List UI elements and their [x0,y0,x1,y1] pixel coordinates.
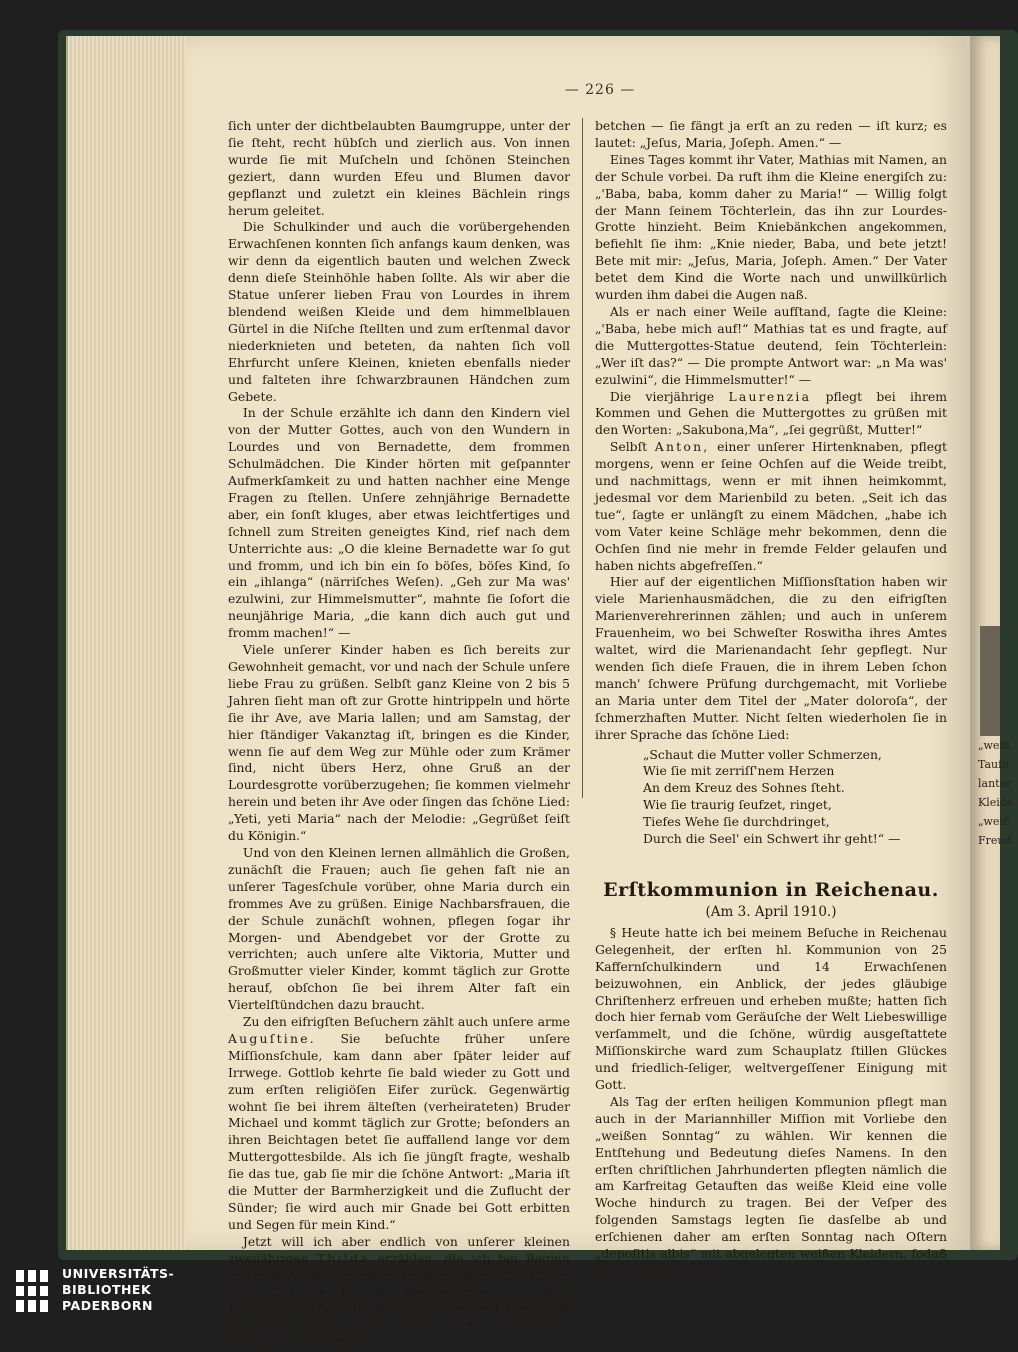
paragraph: In der Schule erzählte ich dann den Kindern viel von der Mutter Gottes, auch von den Wundern in Lourdes und von Bernadette, dem frommen Schulmädchen. Die Kinder hörten mit geſpannter Aufmerkſamkeit zu und hatten nachher eine Menge Fragen zu ſtellen. Unſere zehnjährige Bernadette aber, ein ſonſt kluges, aber etwas leichtfertiges und ſchnell zum Streiten geneigtes Kind, rief nach dem Unterrichte aus: „O die kleine Bernadette war ſo gut und fromm, und ich bin ein ſo böſes, böſes Kind, ſo ein „ihlanga“ (närriſches Weſen). „Geh zur Ma was' ezulwini, zur Himmelsmutter“, mahnte ſie ſofort die neunjährige Maria, „die kann dich auch gut und fromm machen!“ — [228,405,570,641]
library-logo [14,1266,334,1318]
spaced-name: Auguſtine. [228,1030,316,1046]
paragraph: betchen — ſie fängt ja erſt an zu reden — iſt kurz; es lautet: „Jeſus, Maria, Joſeph. Amen.“ — [595,118,947,150]
page-number: — 226 — [564,82,636,98]
paragraph: Als Tag der erſten heiligen Kommunion pflegt man auch in der Mariannhiller Miſſion mit Vorliebe den „weißen Sonntag“ zu wählen. Wir kennen die Entſtehung und Bedeutung dieſes Namens. In den erſten chriſtlichen Jahrhunderten pflegten nämlich die am Karfreitag Getauften das weiße Kleid eine volle Woche hindurch zu tragen. Bei der Veſper des folgenden Samstags legten ſie dasſelbe ab und erſchienen daher am erſten Sonntag nach Oſtern „depoſitis albis“ mit abgelegten weißen Kleidern, ſodaß jenem Tag der Name [595,1093,947,1278]
article-title: Erſtkommunion in Reichenau. [603,878,939,901]
logo-line: BIBLIOTHEK [62,1282,152,1297]
poem-line: Wie ſie mit zerriſſ'nem Herzen [643,763,835,779]
next-page-text-fragment: Taufe [978,758,1009,771]
next-page-photo-fragment [980,626,1000,736]
paragraph: Die Schulkinder und auch die vorübergehenden Erwachſenen konnten ſich anfangs kaum denken, was wir denn da eigentlich bauten und welchen Zweck denn dieſe Steinhöhle haben ſollte. Als wir aber die Statue unſerer lieben Frau von Lourdes in ihrem blendend weißen Kleide und dem himmelblauen Gürtel in die Niſche ſtellten und zum erſtenmal davor niederknieten und beteten, da nahten ſich voll Ehrfurcht unſere Kleinen, knieten ebenfalls nieder und falteten ihre ſchwarzbraunen Händchen zum Gebete. [228,219,570,404]
next-page-text-fragment: Kleide [978,796,1014,809]
text-run: pflegt bei ihrem Kommen und Gehen die Muttergottes zu grüßen mit den Worten: „Sakubona,Ma“, „ſei gegrüßt, Mutter!“ [595,388,947,438]
paragraph [595,389,947,440]
poem-line: Tiefes Wehe ſie durchdringet, [643,814,830,830]
paragraph [595,439,947,574]
spaced-name: Anton, [654,439,710,455]
left-column [228,118,570,1352]
paragraph: ſich unter der dichtbelaubten Baumgruppe, unter der ſie ſteht, recht hübſch und zierlich aus. Von innen wurde ſie mit Muſcheln und ſchönen Steinchen geziert, dann wurden Efeu und Blumen davor gepflanzt und zuletzt ein kleines Bächlein rings herum geleitet. [228,118,570,218]
next-page-text-fragment: Freud [978,834,1012,847]
paragraph: Hier auf der eigentlichen Miſſionsſtation haben wir viele Marienhausmädchen, die zu den eifrigſten Marienverehrerinnen zählen; und auch in unſerem Frauenheim, wo bei Schweſter Roswitha ihres Amtes waltet, wird die Marienandacht ſehr gepflegt. Nur wenden ſich dieſe Frauen, die in ihrem Leben ſchon manch' ſchwere Prüfung durchgemacht, mit Vorliebe an Maria unter dem Titel der „Mater doloroſa“, der ſchmerzhaften Mutter. Nicht ſelten wiederholen ſie in ihrer Sprache das ſchöne Lied: [595,574,947,742]
text-run: einer unſerer Hirtenknaben, pflegt morgens, wenn er ſeine Ochſen auf die Weide treibt, und nachmittags, wenn er mit ihnen heimkommt, jedesmal vor dem Marienbild zu beten. „Seit ich das tue“, ſagte er unlängſt zu einem Mädchen, „habe ich vom Vater keine Schläge mehr bekommen, denn die Ochſen ſind nie mehr in fremde Felder gelaufen und haben nichts abgefreſſen.“ [595,439,947,573]
paragraph [228,1014,570,1234]
paragraph: § Heute hatte ich bei meinem Beſuche in Reichenau Gelegenheit, der erſten hl. Kommunion von 25 Kaffernſchulkindern und 14 Erwachſenen beizuwohnen, ein Anblick, der jedes gläubige Chriſtenherz erfreuen und erheben mußte; hatten ſich doch hier fernab vom Geräuſche der Welt Liebeswillige verſammelt, und die ſchöne, würdig ausgeſtattete Miſſionskirche ward zum Schauplatz ſtillen Glückes und friedlich-ſeliger, weltvergeſſener Einigung mit Gott. [595,924,947,1093]
text-run: Selbſt [609,439,648,455]
poem [643,747,947,848]
paragraph: Viele unſerer Kinder haben es ſich bereits zur Gewohnheit gemacht, vor und nach der Schule unſere liebe Frau zu grüßen. Selbſt ganz Kleine von 2 bis 5 Jahren ſieht man oft zur Grotte hintrippeln und hörte ſie ihr Ave, ave Maria lallen; und am Samstag, der hier ſtändiger Vakanztag iſt, bringen es die Kinder, wenn ſie auf dem Weg zur Mühle oder zum Krämer ſind, nicht übers Herz, ohne Gruß an der Lourdesgrotte vorüberzugehen; ſie kommen vielmehr herein und beten ihr Ave oder ſingen das ſchöne Lied: „Yeti, yeti Maria“ nach der Melodie: „Gegrüßet ſeiſt du Königin.“ [228,642,570,844]
next-page-edge [970,36,1014,1250]
spaced-name: Laurenzia [728,388,812,404]
text-run: Jetzt will ich aber endlich von unſerer kleinen zweijährigen [228,1233,570,1266]
next-page-text-fragment: „weiß [978,739,1011,752]
poem-line: An dem Kreuz des Sohnes ſteht. [643,780,845,796]
logo-line: PADERBORN [62,1298,153,1313]
paragraph: Eines Tages kommt ihr Vater, Mathias mit Namen, an der Schule vorbei. Da ruft ihm die Kleine energiſch zu: „'Baba, baba, komm daher zu Maria!“ — Willig folgt der Mann ſeinem Töchterlein, das ihn zur Lourdes-Grotte hinzieht. Beim Kniebänkchen angekommen, befiehlt ſie ihm: „Knie nieder, Baba, und bete jetzt! Bete mit mir: „Jeſus, Maria, Joſeph. Amen.“ Der Vater betet dem Kind die Worte nach und unwillkürlich wurden ihm dabei die Augen naß. [595,151,947,303]
library-logo-text [62,1266,174,1314]
paragraph: Als er nach einer Weile aufſtand, ſagte die Kleine: „'Baba, hebe mich auf!“ Mathias tat es und fragte, auf die Muttergottes-Statue deutend, ſein Töchterlein: „Wer iſt das?“ — Die prompte Antwort war: „n Ma was' ezulwini“, die Himmelsmutter!“ — [595,303,947,387]
text-run: Zu den eifrigſten Beſuchern zählt auch unſere arme [242,1014,570,1030]
spaced-name: Thilda [316,1250,370,1266]
right-column [595,118,947,1280]
next-page-text-fragment: lanter [978,777,1012,790]
next-page-text-fragment: „weiß [978,815,1011,828]
poem-line: Durch die Seel' ein Schwert ihr geht!“ — [643,831,901,847]
column-rule [582,118,583,798]
poem-line: „Schaut die Mutter voller Schmerzen, [643,746,882,762]
text-run: Sie beſuchte früher unſere Miſſionsſchule, kam dann aber ſpäter leider auf Irrwege. Gottlob kehrte ſie bald wieder zu Gott und zum erſten religiöſen Eifer zurück. Gegenwärtig wohnt ſie bei ihrem älteſten (verheirateten) Bruder Michael und kommt täglich zur Grotte; beſonders an ihren Beichtagen betet ſie auffallend lange vor dem Muttergottesbilde. Als ich ſie jüngſt fragte, weshalb ſie das tue, gab ſie mir die ſchöne Antwort: „Maria iſt die Mutter der Barmherzigkeit und die Zuflucht der Sünder; ſie wird auch mir Gnade bei Gott erbitten und Segen für mein Kind.“ [228,1030,570,1232]
library-logo-icon [14,1268,52,1314]
text-run: Die vierjährige [609,388,715,404]
paragraph: Und von den Kleinen lernen allmählich die Großen, zunächſt die Frauen; auch ſie gehen faſt nie an unſerer Tagesſchule vorüber, ohne Maria durch ein frommes Ave zu grüßen. Einige Nachbarsfrauen, die der Schule zunächſt wohnen, pflegen ſogar ihr Morgen- und Abendgebet vor der Grotte zu verrichten; auch unſere alte Viktoria, Mutter und Großmutter vieler Kinder, kommt täglich zur Grotte herauf, obſchon ſie bei ihrem Alter faſt ein Viertelſtündchen dazu braucht. [228,844,570,1013]
text-run: erzählen, die ich bei Beginn dieſes Berichtes eigentlich im Sinne hatte. Die Kleine weilt Tag für Tag im Kindergarten; als kluge Beobachterin ſieht ſie die Schweſtern und Kinder oft vor der Grotte knieen und macht dies daher getreulich nach. Ihr Ge- [228,1250,570,1351]
article-subtitle: (Am 3. April 1910.) [705,903,837,920]
page-edges [66,36,192,1250]
logo-line: UNIVERSITÄTS- [62,1266,175,1281]
poem-line: Wie ſie traurig ſeufzet, ringet, [643,797,832,813]
